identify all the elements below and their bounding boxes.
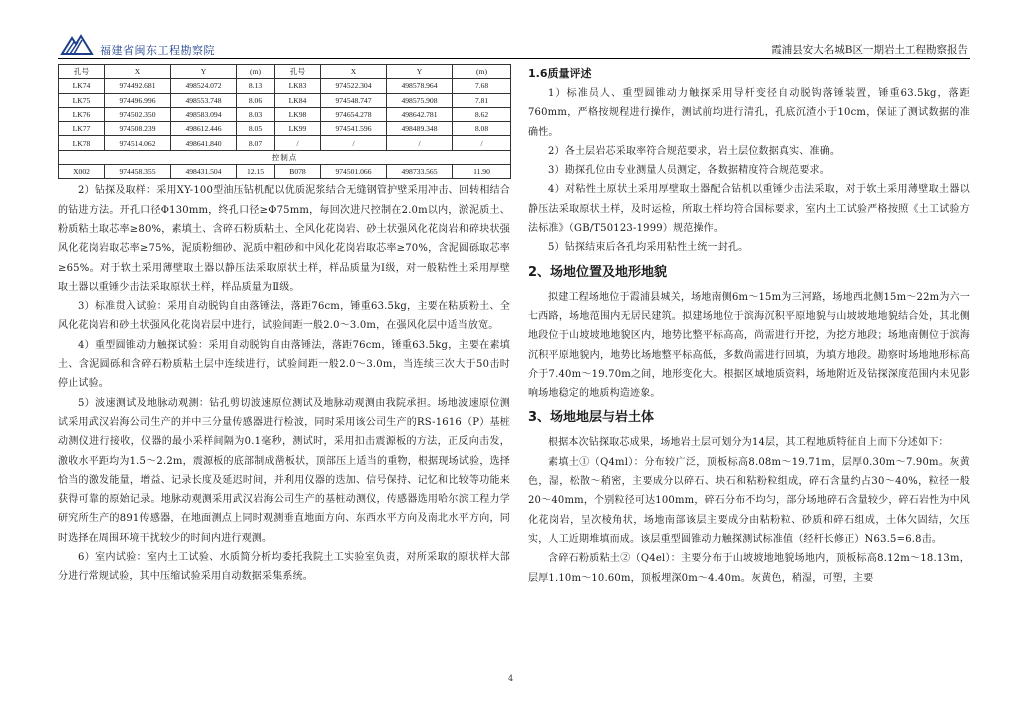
paragraph: 1）标准员人、重型圆锥动力触探采用导杆变径自动脱钩落锤装置，锤重63.5kg，落距760mm，严格按规程进行操作，测试前均进行清孔，孔底沉渣小于10cm，保证了测试数据的准确性。 xyxy=(528,88,970,138)
table-cell: B078 xyxy=(275,165,321,179)
table-row xyxy=(59,79,511,93)
table-header-row xyxy=(59,65,511,79)
borehole-coordinate-table xyxy=(58,64,511,179)
table-row xyxy=(59,107,511,121)
table-cell: 7.68 xyxy=(453,79,511,93)
table-cell: 498642.781 xyxy=(387,107,453,121)
table-cell: (m) xyxy=(453,65,511,79)
table-cell: 8.05 xyxy=(237,122,275,136)
table-cell: 498578.964 xyxy=(387,79,453,93)
table-row xyxy=(59,93,511,107)
section-3-paragraphs xyxy=(528,433,970,587)
paragraph: 4）对粘性土原状土采用厚壁取土器配合钻机以重锤少击法采取，对于软土采用薄壁取土器以静压法采取原状土样，及时运检，所取土样均符合国标要求，室内土工试验严格按照《土工试验方法标准》（GB/T50123-1999）规范操作。 xyxy=(528,184,970,235)
table-cell: 12.15 xyxy=(237,165,275,179)
table-cell: 498583.094 xyxy=(171,107,237,121)
section-2-paragraphs xyxy=(528,288,970,404)
right-column xyxy=(528,64,970,588)
paragraph: 拟建工程场地位于霞浦县城关，场地南侧6m～15m为三河路，场地西北侧15m～22m为六一七西路，场地范围内无居民建筑。拟建场地位于滨海沉积平原地貌与山坡坡地地貌结合处，其北侧地段位于山坡坡地地貌区内，地势比整平标高高，尚需进行开挖，为挖方地段；场地南侧位于滨海沉积平原地貌内，地势比场地整平标高低，多数尚需进行回填，为填方地段。勘察时场地地形标高介于7.40m～19.70m之间，地形变化大。根据区域地质资料，场地附近及钻探深度范围内未见影响场地稳定的地质构造迹象。 xyxy=(528,291,970,400)
table-cell: 498641.840 xyxy=(171,136,237,150)
table-cell: 8.62 xyxy=(453,107,511,121)
table-cell: 7.81 xyxy=(453,93,511,107)
table-cell: LK76 xyxy=(59,107,105,121)
table-cell: 498575.908 xyxy=(387,93,453,107)
table-cell: 974508.239 xyxy=(105,122,171,136)
table-row xyxy=(59,136,511,150)
paragraph: 3）标准贯入试验：采用自动脱钩自由落锤法，落距76cm，锤重63.5kg，主要在粘质粉土、全风化花岗岩和砂土状强风化花岗岩层中进行，试验间距一般2.0～3.0m，在强风化层中适当放宽。 xyxy=(58,301,510,332)
control-point-row xyxy=(59,165,511,179)
table-cell: / xyxy=(387,136,453,150)
table-cell: 974522.304 xyxy=(321,79,387,93)
table-cell: 498489.348 xyxy=(387,122,453,136)
table-cell: LK78 xyxy=(59,136,105,150)
table-cell: / xyxy=(453,136,511,150)
paragraph: 根据本次钻探取芯成果，场地岩土层可划分为14层，其工程地质特征自上而下分述如下： xyxy=(548,437,949,449)
table-cell: 498524.072 xyxy=(171,79,237,93)
section-1-6-title: 1.6质量评述 xyxy=(528,67,592,80)
paragraph: 6）室内试验：室内土工试验、水质简分析均委托我院土工实验室负责，对所采取的原状样大部分进行常规试验，其中压缩试验采用自动数据采集系统。 xyxy=(58,552,510,583)
table-cell: X002 xyxy=(59,165,105,179)
table-row xyxy=(59,122,511,136)
paragraph: 素填土①（Q4ml）：分布较广泛，顶板标高8.08m～19.71m，层厚0.30m～7.90m。灰黄色，湿，松散～稍密，主要成分以碎石、块石和粘粉粒组成，碎石含量约占30～40%，粒径一般20～40mm，个别粒径可达100mm，碎石分布不均匀，部分场地碎石含量较少，碎石岩性为中风化花岗岩，呈次棱角状，场地南部该层主要成分由粘粉粒、砂质和碎石组成，土体欠固结，欠压实，人工近期堆填而成。该层重型圆锥动力触探测试标准值（经杆长修正）N63.5=6.8击。 xyxy=(528,456,970,545)
report-title: 霞浦县安大名城B区一期岩土工程勘察报告 xyxy=(771,44,968,56)
table-cell: LK83 xyxy=(275,79,321,93)
left-paragraphs xyxy=(58,181,510,586)
paragraph: 3）勘探孔位由专业测量人员测定，各数据精度符合规范要求。 xyxy=(548,165,830,177)
table-cell: 974502.350 xyxy=(105,107,171,121)
table-cell: LK75 xyxy=(59,93,105,107)
page-number: 4 xyxy=(508,674,514,683)
organization-name: 福建省闽东工程勘察院 xyxy=(100,44,215,57)
paragraph: 2）钻探及取样：采用XY-100型油压钻机配以优质泥浆结合无缝钢管护壁采用冲击、回转相结合的钻进方法。开孔口径Φ130mm，终孔口径≥Φ75mm，每回次进尺控制在2.0m以内，淤泥质土、粉质粘土取芯率≥80%，素填土、含碎石粉质粘土、全风化花岗岩、砂土状强风化花岗岩和碎块状强风化花岗岩取芯率≥75%，泥质粉细砂、泥质中粗砂和中风化花岗岩取芯率≥70%，含泥圆砾取芯率≥65%。对于软土采用薄壁取土器以静压法采取原状土样，样品质量为Ⅰ级，对一般粘性土采用厚壁取土器以重锤少击法采取原状土样，样品质量为Ⅱ级。 xyxy=(58,185,510,293)
table-cell: LK99 xyxy=(275,122,321,136)
paragraph: 2）各土层岩芯采取率符合规范要求，岩土层位数据真实、准确。 xyxy=(548,145,841,157)
table-cell: X xyxy=(105,65,171,79)
table-cell: 11.90 xyxy=(453,165,511,179)
table-cell: LK74 xyxy=(59,79,105,93)
institute-logo-icon xyxy=(60,34,94,56)
quality-paragraphs xyxy=(528,84,970,258)
table-cell: 498733.565 xyxy=(387,165,453,179)
table-cell: Y xyxy=(171,65,237,79)
control-point-label-row xyxy=(59,150,511,164)
table-cell: 974541.596 xyxy=(321,122,387,136)
table-cell: 974654.278 xyxy=(321,107,387,121)
paragraph: 5）波速测试及地脉动观测：钻孔剪切波速原位测试及地脉动观测由我院承担。场地波速原位测试采用武汉岩海公司生产的并中三分量传感器进行检波，同时采用该公司生产的RS-1616（P）基桩动测仪进行接收，仪器的最小采样间隔为0.1毫秒，测试时，采用扣击震源板的方法，正反向击发，激收水平距均为1.5～2.2m，震源板的底部制成凿板状，顶部压上适当的重物，根据现场试验，选择恰当的激发能量，增益、记录长度及延迟时间，并利用仪器的迭加、信号保持、记忆和比较等功能来获得可靠的原始记录。地脉动观测采用武汉岩海公司生产的基桩动测仪，传感器选用哈尔滨工程力学研究所生产的891传感器，在地面测点上同时观测垂直地面方向、东西水平方向及南北水平方向，同时选择在周围环境干扰较少的时间内进行观测。 xyxy=(58,397,510,544)
table-cell: / xyxy=(275,136,321,150)
coordinate-table-body xyxy=(59,65,511,179)
paragraph: 4）重型圆锥动力触探试验：采用自动脱钩自由落锤法，落距76cm，锤重63.5kg，主要在素填土、含泥圆砾和含碎石粉质粘土层中连续进行，试验间距一般2.0～3.0m，当连续三次大于50击时停止试验。 xyxy=(58,339,510,390)
left-column xyxy=(58,64,510,587)
table-cell: 8.07 xyxy=(237,136,275,150)
table-cell: LK84 xyxy=(275,93,321,107)
table-cell: 498431.504 xyxy=(171,165,237,179)
table-cell: 孔号 xyxy=(275,65,321,79)
page-header xyxy=(58,30,970,59)
table-cell: 974514.062 xyxy=(105,136,171,150)
section-2-title: 2、场地位置及地形地貌 xyxy=(528,264,668,280)
control-point-label: 控制点 xyxy=(59,150,511,164)
table-cell: 498612.446 xyxy=(171,122,237,136)
paragraph: 5）钻探结束后各孔均采用粘性土统一封孔。 xyxy=(548,242,749,254)
table-cell: 8.08 xyxy=(453,122,511,136)
table-cell: Y xyxy=(387,65,453,79)
section-3-title: 3、场地地层与岩土体 xyxy=(528,410,655,426)
table-cell: 8.03 xyxy=(237,107,275,121)
table-cell: 974548.747 xyxy=(321,93,387,107)
table-cell: X xyxy=(321,65,387,79)
table-cell: 8.06 xyxy=(237,93,275,107)
table-cell: 8.13 xyxy=(237,79,275,93)
table-cell: LK98 xyxy=(275,107,321,121)
table-cell: LK77 xyxy=(59,122,105,136)
table-cell: 498553.748 xyxy=(171,93,237,107)
table-cell: 974496.996 xyxy=(105,93,171,107)
paragraph: 含碎石粉质粘土②（Q4el）：主要分布于山坡坡地地貌场地内，顶板标高8.12m～18.13m，层厚1.10m～10.60m，顶板埋深0m～4.40m。灰黄色，稍湿，可塑，主要 xyxy=(528,553,970,584)
table-cell: 974501.066 xyxy=(321,165,387,179)
table-cell: 974458.355 xyxy=(105,165,171,179)
table-cell: 974492.681 xyxy=(105,79,171,93)
table-cell: / xyxy=(321,136,387,150)
table-cell: 孔号 xyxy=(59,65,105,79)
table-cell: (m) xyxy=(237,65,275,79)
